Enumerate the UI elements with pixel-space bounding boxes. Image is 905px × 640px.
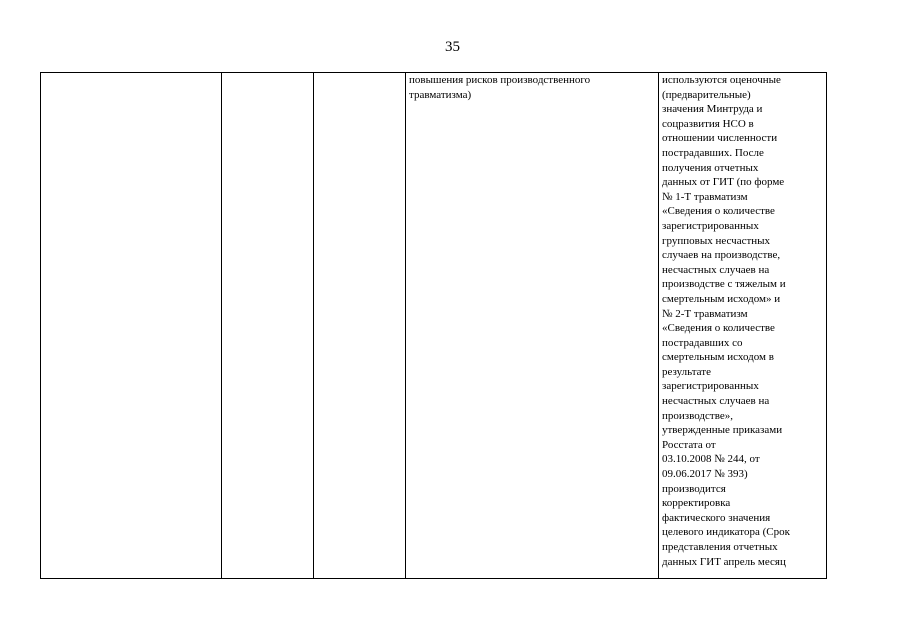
table-cell-3 (314, 73, 406, 579)
table-cell-5 (659, 73, 827, 579)
indicator-table (40, 72, 827, 579)
table-cell-4 (406, 73, 659, 579)
table-row (41, 73, 827, 579)
cell-text: используются оценочные (предварительные) значения Минтруда и соцразвития НСО в отношении численности пострадавших. После получения отчетных данных от ГИТ (по форме № 1-Т травматизм «Сведения о количестве зарегистрированных групповых несчастных случаев на производстве, несчастных случаев на производстве с тяжелым и смертельным исходом» и № 2-Т травматизм «Сведения о количестве пострадавших со смертельным исходом в результате зарегистрированных несчастных случаев на производстве», утвержденные приказами Росстата от 03.10.2008 № 244, от 09.06.2017 № 393) производится корректировка фактического значения целевого индикатора (Срок представления отчетных данных ГИТ апрель месяц (662, 74, 790, 568)
table-cell-1 (41, 73, 222, 579)
cell-text: повышения рисков производственного травматизма) (409, 74, 591, 101)
page-number: 35 (445, 39, 460, 55)
table-cell-2 (222, 73, 314, 579)
